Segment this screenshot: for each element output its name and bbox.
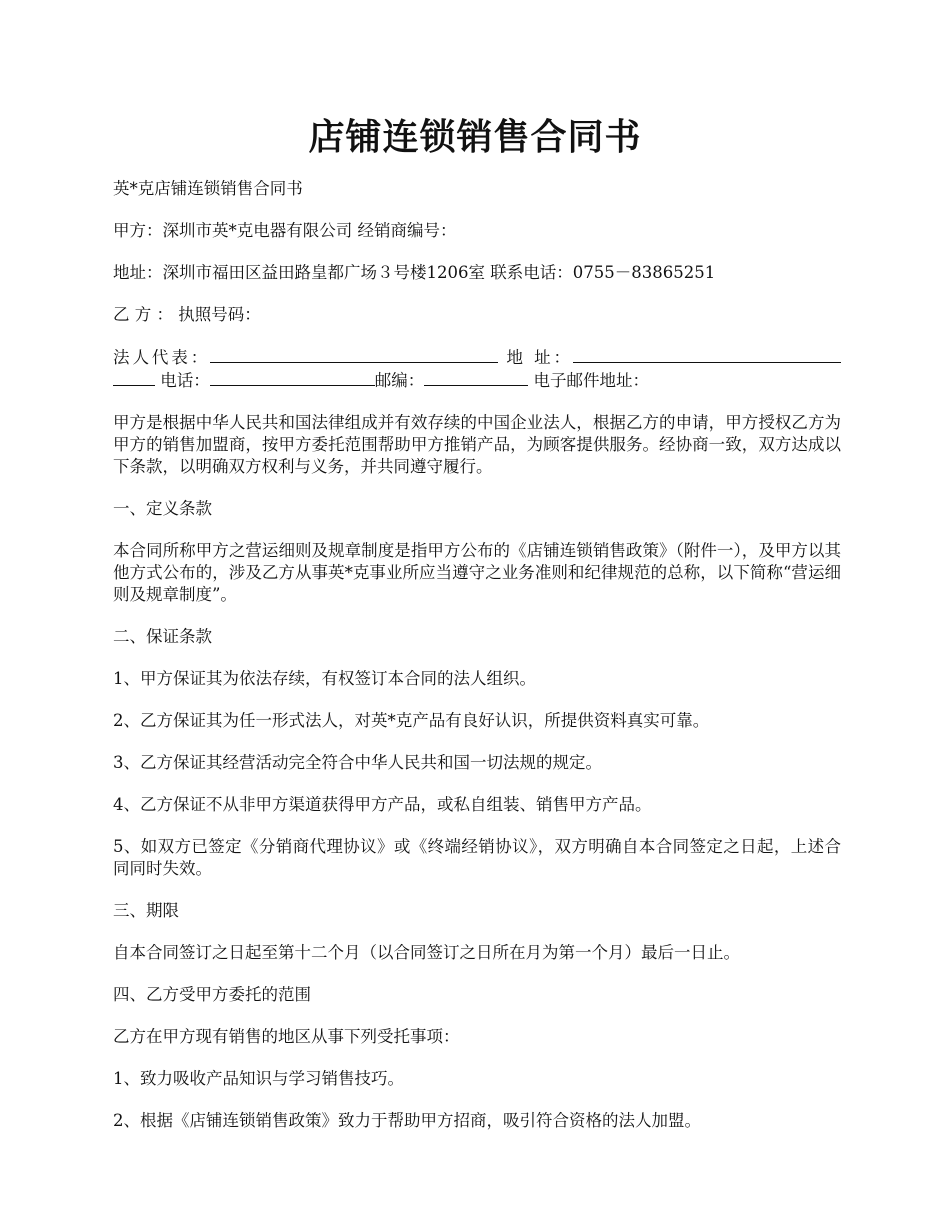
section-2-item: 5、如双方已签定《分销商代理协议》或《终端经销协议》，双方明确自本合同签定之日起，上述合同同时失效。 xyxy=(113,837,841,878)
address-line: 地址：深圳市福田区益田路皇都广场３号楼1206室 联系电话：0755－83865251 xyxy=(113,263,716,282)
postcode-label: 邮编： xyxy=(374,371,425,390)
document-title: 店铺连锁销售合同书 xyxy=(308,116,642,158)
section-2-heading: 二、保证条款 xyxy=(113,627,212,646)
section-1-heading: 一、定义条款 xyxy=(113,499,212,518)
section-2-item: 3、乙方保证其经营活动完全符合中华人民共和国一切法规的规定。 xyxy=(113,753,602,772)
document-body xyxy=(113,178,841,1152)
section-3-heading: 三、期限 xyxy=(113,901,179,920)
phone-label: 电话： xyxy=(155,371,210,390)
section-3-body: 自本合同签订之日起至第十二个月（以合同签订之日所在月为第一个月）最后一日止。 xyxy=(113,943,740,962)
section-4-intro: 乙方在甲方现有销售的地区从事下列受托事项： xyxy=(113,1027,460,1046)
address-blank-continued[interactable] xyxy=(113,369,155,386)
postcode-blank[interactable] xyxy=(424,369,528,386)
intro-paragraph: 甲方是根据中华人民共和国法律组成并有效存续的中国企业法人，根据乙方的申请，甲方授权乙方为甲方的销售加盟商，按甲方委托范围帮助甲方推销产品，为顾客提供服务。经协商一致，双方达成以下条款，以明确双方权利与义务，并共同遵守履行。 xyxy=(113,413,841,476)
legal-rep-blank[interactable] xyxy=(210,346,498,363)
email-label: 电子邮件地址： xyxy=(528,371,649,390)
section-4-item: 2、根据《店铺连锁销售政策》致力于帮助甲方招商，吸引符合资格的法人加盟。 xyxy=(113,1111,701,1130)
section-2-item: 2、乙方保证其为任一形式法人，对英*克产品有良好认识，所提供资料真实可靠。 xyxy=(113,711,710,730)
party-b-fields xyxy=(113,346,841,392)
legal-rep-label: 法人代表： xyxy=(113,348,211,367)
section-4-heading: 四、乙方受甲方委托的范围 xyxy=(113,985,311,1004)
document-subtitle: 英*克店铺连锁销售合同书 xyxy=(113,179,303,198)
phone-blank[interactable] xyxy=(210,369,375,386)
party-a-line: 甲方：深圳市英*克电器有限公司 经销商编号： xyxy=(113,221,457,240)
section-4-item: 1、致力吸收产品知识与学习销售技巧。 xyxy=(113,1069,404,1088)
address-blank[interactable] xyxy=(573,346,841,363)
section-2-item: 1、甲方保证其为依法存续，有权签订本合同的法人组织。 xyxy=(113,669,536,688)
section-2-item: 4、乙方保证不从非甲方渠道获得甲方产品，或私自组装、销售甲方产品。 xyxy=(113,795,652,814)
section-1-body: 本合同所称甲方之营运细则及规章制度是指甲方公布的《店铺连锁销售政策》（附件一），及甲方以其他方式公布的，涉及乙方从事英*克事业所应当遵守之业务准则和纪律规范的总称，以下简称“营运细则及规章制度”。 xyxy=(113,541,841,604)
address-label: 地 址： xyxy=(498,348,573,367)
party-b-line: 乙 方 ： 执照号码： xyxy=(113,305,261,324)
